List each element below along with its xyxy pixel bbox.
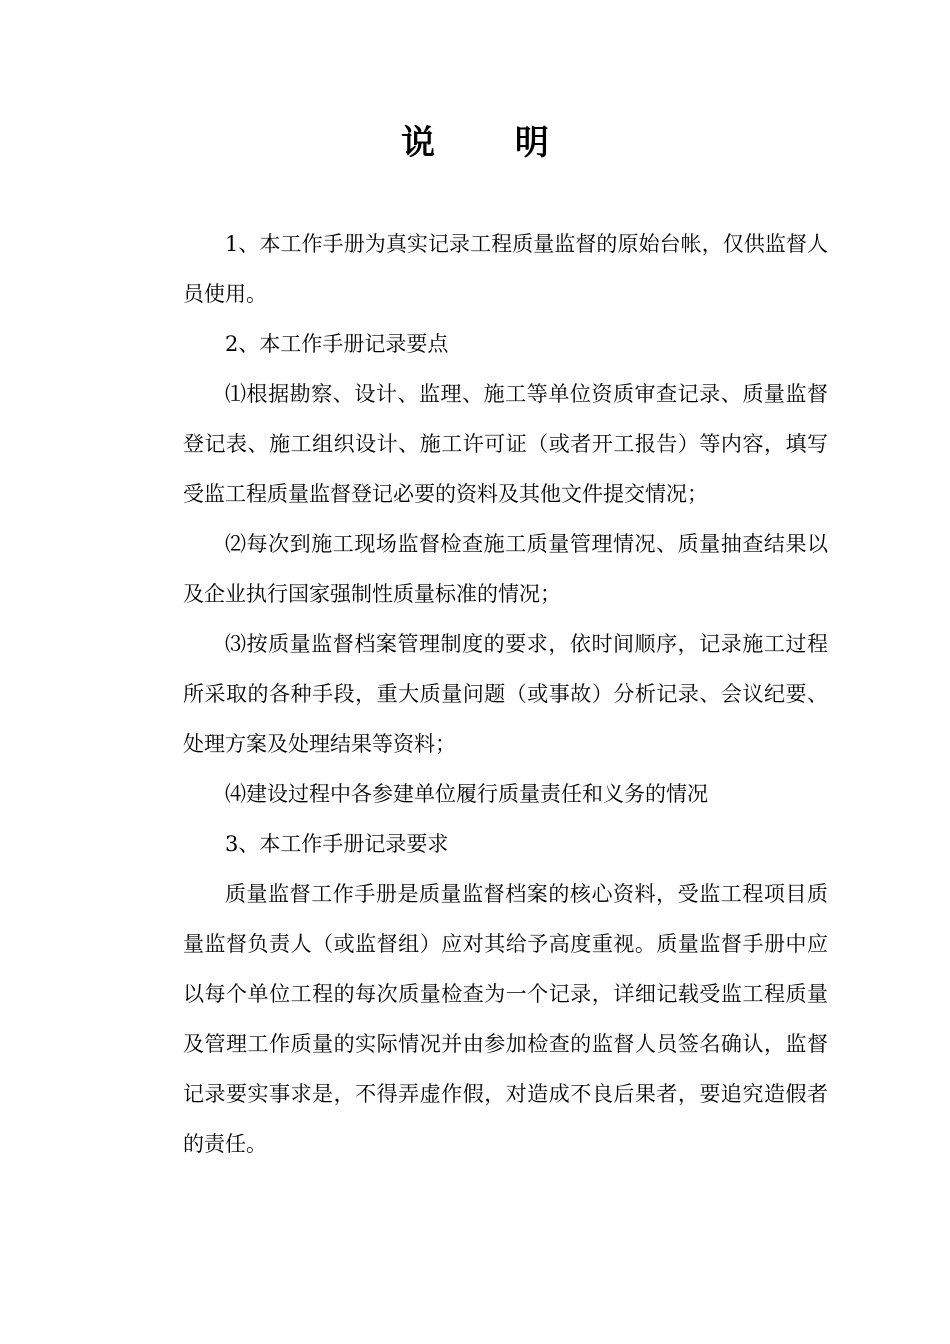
document-body <box>183 219 828 1169</box>
paragraph-key-points-heading: 2、本工作手册记录要点 <box>225 332 449 356</box>
paragraph-point-3: ⑶按质量监督档案管理制度的要求，依时间顺序，记录施工过程所采取的各种手段，重大质量问题（或事故）分析记录、会议纪要、处理方案及处理结果等资料； <box>183 632 828 756</box>
paragraph-point-2: ⑵每次到施工现场监督检查施工质量管理情况、质量抽查结果以及企业执行国家强制性质量标准的情况； <box>183 532 828 606</box>
paragraph-point-1: ⑴根据勘察、设计、监理、施工等单位资质审查记录、质量监督登记表、施工组织设计、施工许可证（或者开工报告）等内容，填写受监工程质量监督登记必要的资料及其他文件提交情况； <box>183 382 828 506</box>
paragraph-point-4: ⑷建设过程中各参建单位履行质量责任和义务的情况 <box>225 782 708 806</box>
page-title: 说 明 <box>401 123 583 163</box>
paragraph-usage-note: 1、本工作手册为真实记录工程质量监督的原始台帐，仅供监督人员使用。 <box>183 232 828 306</box>
paragraph-requirements-body: 质量监督工作手册是质量监督档案的核心资料，受监工程项目质量监督负责人（或监督组）应对其给予高度重视。质量监督手册中应以每个单位工程的每次质量检查为一个记录，详细记载受监工程质量及管理工作质量的实际情况并由参加检查的监督人员签名确认，监督记录要实事求是，不得弄虚作假，对造成不良后果者，要追究造假者的责任。 <box>183 882 828 1156</box>
paragraph-requirements-heading: 3、本工作手册记录要求 <box>225 832 449 856</box>
